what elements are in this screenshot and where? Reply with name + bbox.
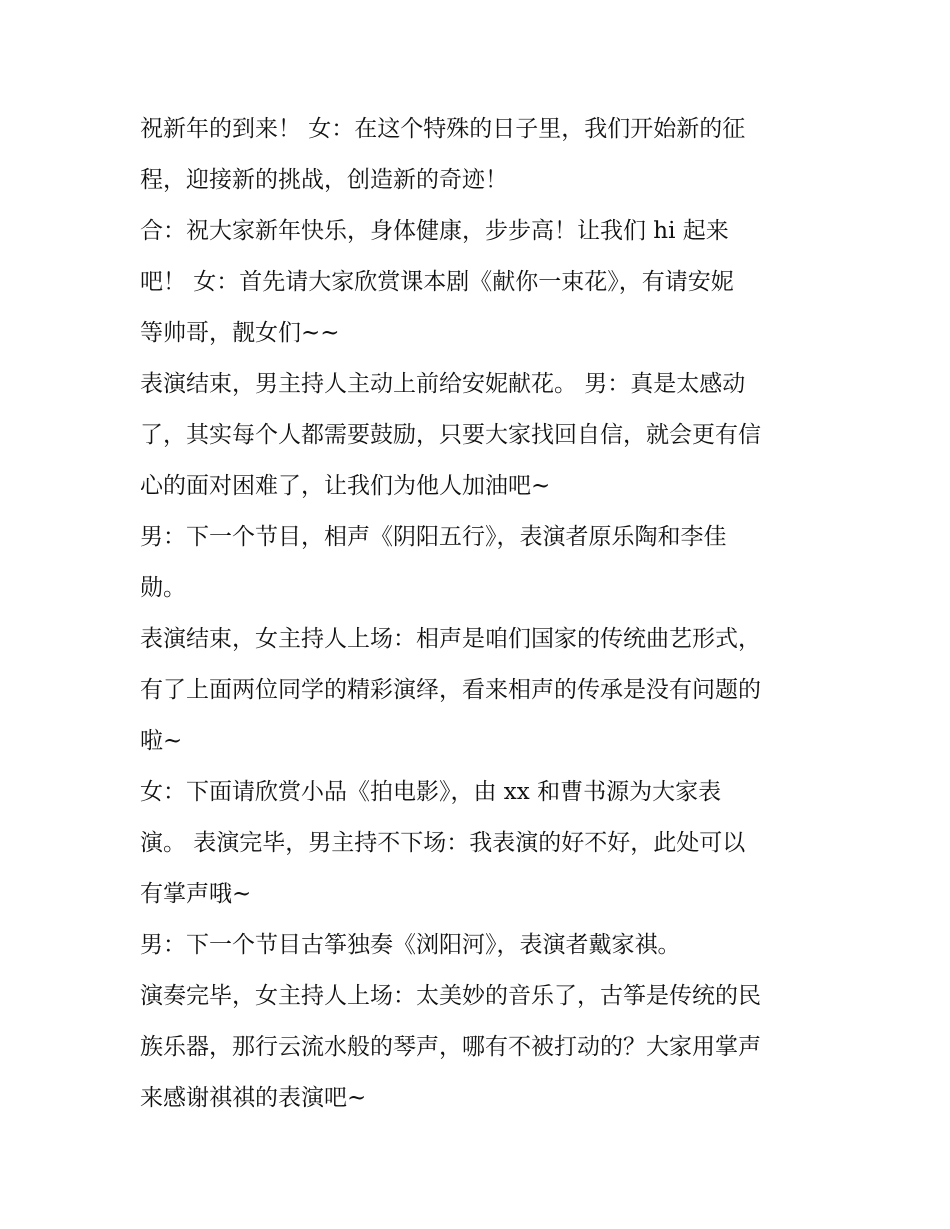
text-line: 有了上面两位同学的精彩演绎，看来相声的传承是没有问题的: [140, 677, 761, 703]
text-line: 演。 表演完毕，男主持不下场：我表演的好不好，此处可以: [140, 830, 746, 856]
text-line: 啦~: [140, 728, 183, 754]
text-line: 来感谢祺祺的表演吧~: [140, 1085, 367, 1111]
text-line: 祝新年的到来！ 女：在这个特殊的日子里，我们开始新的征: [140, 116, 746, 142]
text-line: 等帅哥，靓女们~~: [140, 320, 340, 346]
text-line: 心的面对困难了，让我们为他人加油吧~: [140, 473, 551, 499]
text-line: 演奏完毕，女主持人上场：太美妙的音乐了，古筝是传统的民: [140, 983, 761, 1009]
text-line: 男：下一个节目古筝独奏《浏阳河》，表演者戴家祺。: [140, 932, 681, 958]
text-line: 表演结束，女主持人上场：相声是咱们国家的传统曲艺形式，: [140, 626, 761, 652]
text-line: 族乐器，那行云流水般的琴声，哪有不被打动的？大家用掌声: [140, 1034, 761, 1060]
text-line: 女：下面请欣赏小品《拍电影》，由 xx 和曹书源为大家表: [140, 779, 722, 805]
document-body: [140, 104, 830, 1124]
text-line: 勋。: [140, 575, 186, 601]
text-line: 程，迎接新的挑战，创造新的奇迹！: [140, 167, 508, 193]
text-line: 了，其实每个人都需要鼓励，只要大家找回自信，就会更有信: [140, 422, 761, 448]
text-line: 合：祝大家新年快乐，身体健康，步步高！让我们 hi 起来: [140, 218, 729, 244]
text-line: 表演结束，男主持人主动上前给安妮献花。 男：真是太感动: [140, 371, 746, 397]
text-line: 吧！ 女：首先请大家欣赏课本剧《献你一束花》，有请安妮: [140, 269, 734, 295]
text-line: 有掌声哦~: [140, 881, 252, 907]
text-line: 男：下一个节目，相声《阴阳五行》，表演者原乐陶和李佳: [140, 524, 727, 550]
